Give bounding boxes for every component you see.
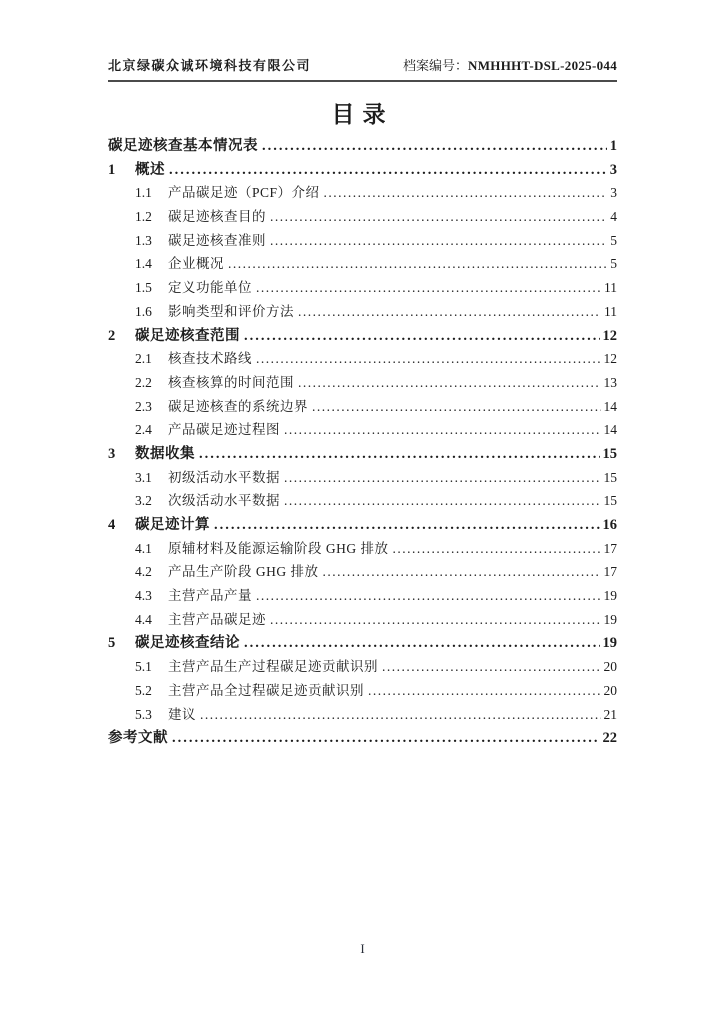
toc-entry-number: 4.4 <box>135 611 152 627</box>
toc-entry-page: 19 <box>603 588 617 604</box>
toc-entry <box>108 347 617 371</box>
toc-entry <box>108 560 617 584</box>
toc-entry-number: 5.3 <box>135 706 152 722</box>
toc-entry <box>108 537 617 561</box>
toc-leader-dots <box>323 564 601 580</box>
toc-entry <box>108 252 617 276</box>
toc-entry-label: 主营产品产量 <box>168 588 252 604</box>
toc-leader-dots <box>368 683 601 699</box>
toc-leader-dots <box>200 707 601 723</box>
toc-entry-page: 22 <box>602 730 617 747</box>
toc-title: 目录 <box>331 102 394 127</box>
toc-entry-page: 16 <box>602 517 617 533</box>
toc-entry-label: 碳足迹核查目的 <box>168 209 266 225</box>
toc-leader-dots <box>256 280 601 296</box>
toc-entry-label: 产品碳足迹（PCF）介绍 <box>168 185 320 201</box>
toc-entry-page: 11 <box>604 280 617 296</box>
toc-entry-label: 碳足迹核查的系统边界 <box>168 398 308 414</box>
toc-entry <box>108 371 617 395</box>
toc-entry-label: 主营产品生产过程碳足迹贡献识别 <box>168 659 378 675</box>
toc-entry <box>108 395 617 419</box>
toc-entry-number: 2.2 <box>135 374 152 390</box>
toc-entry-number: 4 <box>108 517 116 533</box>
page-number: I <box>360 941 365 956</box>
toc-leader-dots <box>324 185 608 201</box>
toc-leader-dots <box>312 399 601 415</box>
toc-leader-dots <box>270 612 601 628</box>
toc-entry-label: 初级活动水平数据 <box>168 469 280 485</box>
toc-entry-page: 15 <box>603 469 617 485</box>
toc-list <box>108 134 617 750</box>
toc-entry-page: 17 <box>603 540 617 556</box>
toc-leader-dots <box>284 422 601 438</box>
toc-entry-label: 产品生产阶段 GHG 排放 <box>168 564 319 580</box>
archive-id-label: 档案编号： <box>403 58 469 73</box>
toc-entry-page: 5 <box>610 256 617 272</box>
toc-entry-page: 4 <box>610 209 617 225</box>
toc-entry <box>108 466 617 490</box>
toc-entry <box>108 205 617 229</box>
toc-leader-dots <box>382 659 601 675</box>
toc-leader-dots <box>256 351 601 367</box>
toc-entry-page: 12 <box>602 327 617 344</box>
toc-leader-dots <box>270 233 607 249</box>
toc-entry-number: 2.3 <box>135 398 152 414</box>
toc-entry-number: 3.2 <box>135 493 152 509</box>
toc-entry <box>108 134 617 158</box>
toc-entry-label: 碳足迹计算 <box>135 517 210 533</box>
toc-entry-label: 碳足迹核查准则 <box>168 232 266 248</box>
toc-entry-number: 5 <box>108 635 116 652</box>
toc-entry-number: 1.4 <box>135 256 152 272</box>
toc-entry-page: 19 <box>603 611 617 627</box>
toc-entry-page: 1 <box>609 138 617 154</box>
company-name: 北京绿碳众诚环境科技有限公司 <box>108 58 312 73</box>
toc-leader-dots <box>244 635 600 652</box>
toc-entry <box>108 513 617 537</box>
toc-entry-label: 主营产品碳足迹 <box>168 611 266 627</box>
toc-entry-number: 5.2 <box>135 682 152 698</box>
toc-entry <box>108 442 617 466</box>
archive-id <box>403 55 617 74</box>
toc-entry-number: 2.1 <box>135 351 152 367</box>
toc-entry-number: 3 <box>108 445 116 462</box>
toc-entry-label: 碳足迹核查结论 <box>135 635 240 652</box>
toc-entry-page: 20 <box>603 682 617 698</box>
toc-entry <box>108 158 617 182</box>
toc-entry-number: 1.6 <box>135 303 152 319</box>
toc-entry-page: 5 <box>610 232 617 248</box>
toc-entry-number: 2.4 <box>135 422 152 438</box>
toc-leader-dots <box>284 470 601 486</box>
toc-entry-number: 1.3 <box>135 232 152 248</box>
toc-entry <box>108 324 617 348</box>
toc-leader-dots <box>214 517 600 534</box>
toc-entry-number: 5.1 <box>135 659 152 675</box>
toc-entry <box>108 229 617 253</box>
toc-entry-page: 14 <box>603 398 617 414</box>
toc-entry-label: 影响类型和评价方法 <box>168 303 294 319</box>
toc-entry-label: 产品碳足迹过程图 <box>168 422 280 438</box>
toc-entry-label: 企业概况 <box>168 256 224 272</box>
toc-entry-number: 1.5 <box>135 280 152 296</box>
toc-entry-label: 主营产品全过程碳足迹贡献识别 <box>168 682 364 698</box>
toc-entry <box>108 489 617 513</box>
toc-entry <box>108 631 617 655</box>
toc-entry-label: 核查核算的时间范围 <box>168 374 294 390</box>
toc-entry-number: 1.2 <box>135 209 152 225</box>
toc-entry <box>108 418 617 442</box>
page-header <box>108 55 617 82</box>
toc-entry-label: 碳足迹核查基本情况表 <box>108 138 258 154</box>
toc-entry-label: 建议 <box>168 706 196 722</box>
toc-entry-label: 参考文献 <box>108 730 168 747</box>
toc-entry-number: 2 <box>108 327 116 344</box>
toc-entry-page: 15 <box>603 493 617 509</box>
toc-entry-label: 数据收集 <box>135 445 195 462</box>
toc-entry-number: 1.1 <box>135 185 152 201</box>
toc-entry-page: 3 <box>610 185 617 201</box>
toc-entry <box>108 584 617 608</box>
toc-entry <box>108 655 617 679</box>
toc-leader-dots <box>284 493 601 509</box>
toc-entry-page: 14 <box>603 422 617 438</box>
toc-entry-number: 4.2 <box>135 564 152 580</box>
toc-entry-page: 13 <box>603 374 617 390</box>
toc-leader-dots <box>169 162 607 179</box>
toc-entry-page: 12 <box>603 351 617 367</box>
toc-entry-label: 次级活动水平数据 <box>168 493 280 509</box>
toc-entry-page: 20 <box>603 659 617 675</box>
toc-entry-label: 定义功能单位 <box>168 280 252 296</box>
toc-entry <box>108 679 617 703</box>
toc-leader-dots <box>199 446 600 463</box>
toc-leader-dots <box>262 138 607 155</box>
toc-leader-dots <box>172 730 600 747</box>
toc-leader-dots <box>244 328 600 345</box>
toc-leader-dots <box>393 541 601 557</box>
toc-entry-label: 核查技术路线 <box>168 351 252 367</box>
toc-entry-page: 3 <box>609 161 617 178</box>
toc-entry-number: 4.1 <box>135 540 152 556</box>
toc-leader-dots <box>270 209 607 225</box>
toc-leader-dots <box>298 304 601 320</box>
toc-entry <box>108 608 617 632</box>
toc-leader-dots <box>298 375 601 391</box>
toc-entry-label: 概述 <box>135 161 165 178</box>
toc-entry <box>108 703 617 727</box>
archive-id-number: NMHHHT-DSL-2025-044 <box>468 58 617 73</box>
toc-entry <box>108 181 617 205</box>
toc-entry <box>108 300 617 324</box>
toc-entry <box>108 276 617 300</box>
toc-entry-label: 原辅材料及能源运输阶段 GHG 排放 <box>168 540 389 556</box>
toc-entry <box>108 726 617 750</box>
toc-leader-dots <box>228 256 607 272</box>
toc-entry-label: 碳足迹核查范围 <box>135 327 240 344</box>
toc-entry-page: 15 <box>602 445 617 462</box>
toc-entry-page: 21 <box>603 706 617 722</box>
toc-entry-page: 17 <box>603 564 617 580</box>
toc-leader-dots <box>256 588 601 604</box>
toc-entry-number: 4.3 <box>135 588 152 604</box>
toc-entry-number: 1 <box>108 161 116 178</box>
toc-entry-page: 19 <box>602 635 617 652</box>
toc-entry-page: 11 <box>604 303 617 319</box>
toc-entry-number: 3.1 <box>135 469 152 485</box>
